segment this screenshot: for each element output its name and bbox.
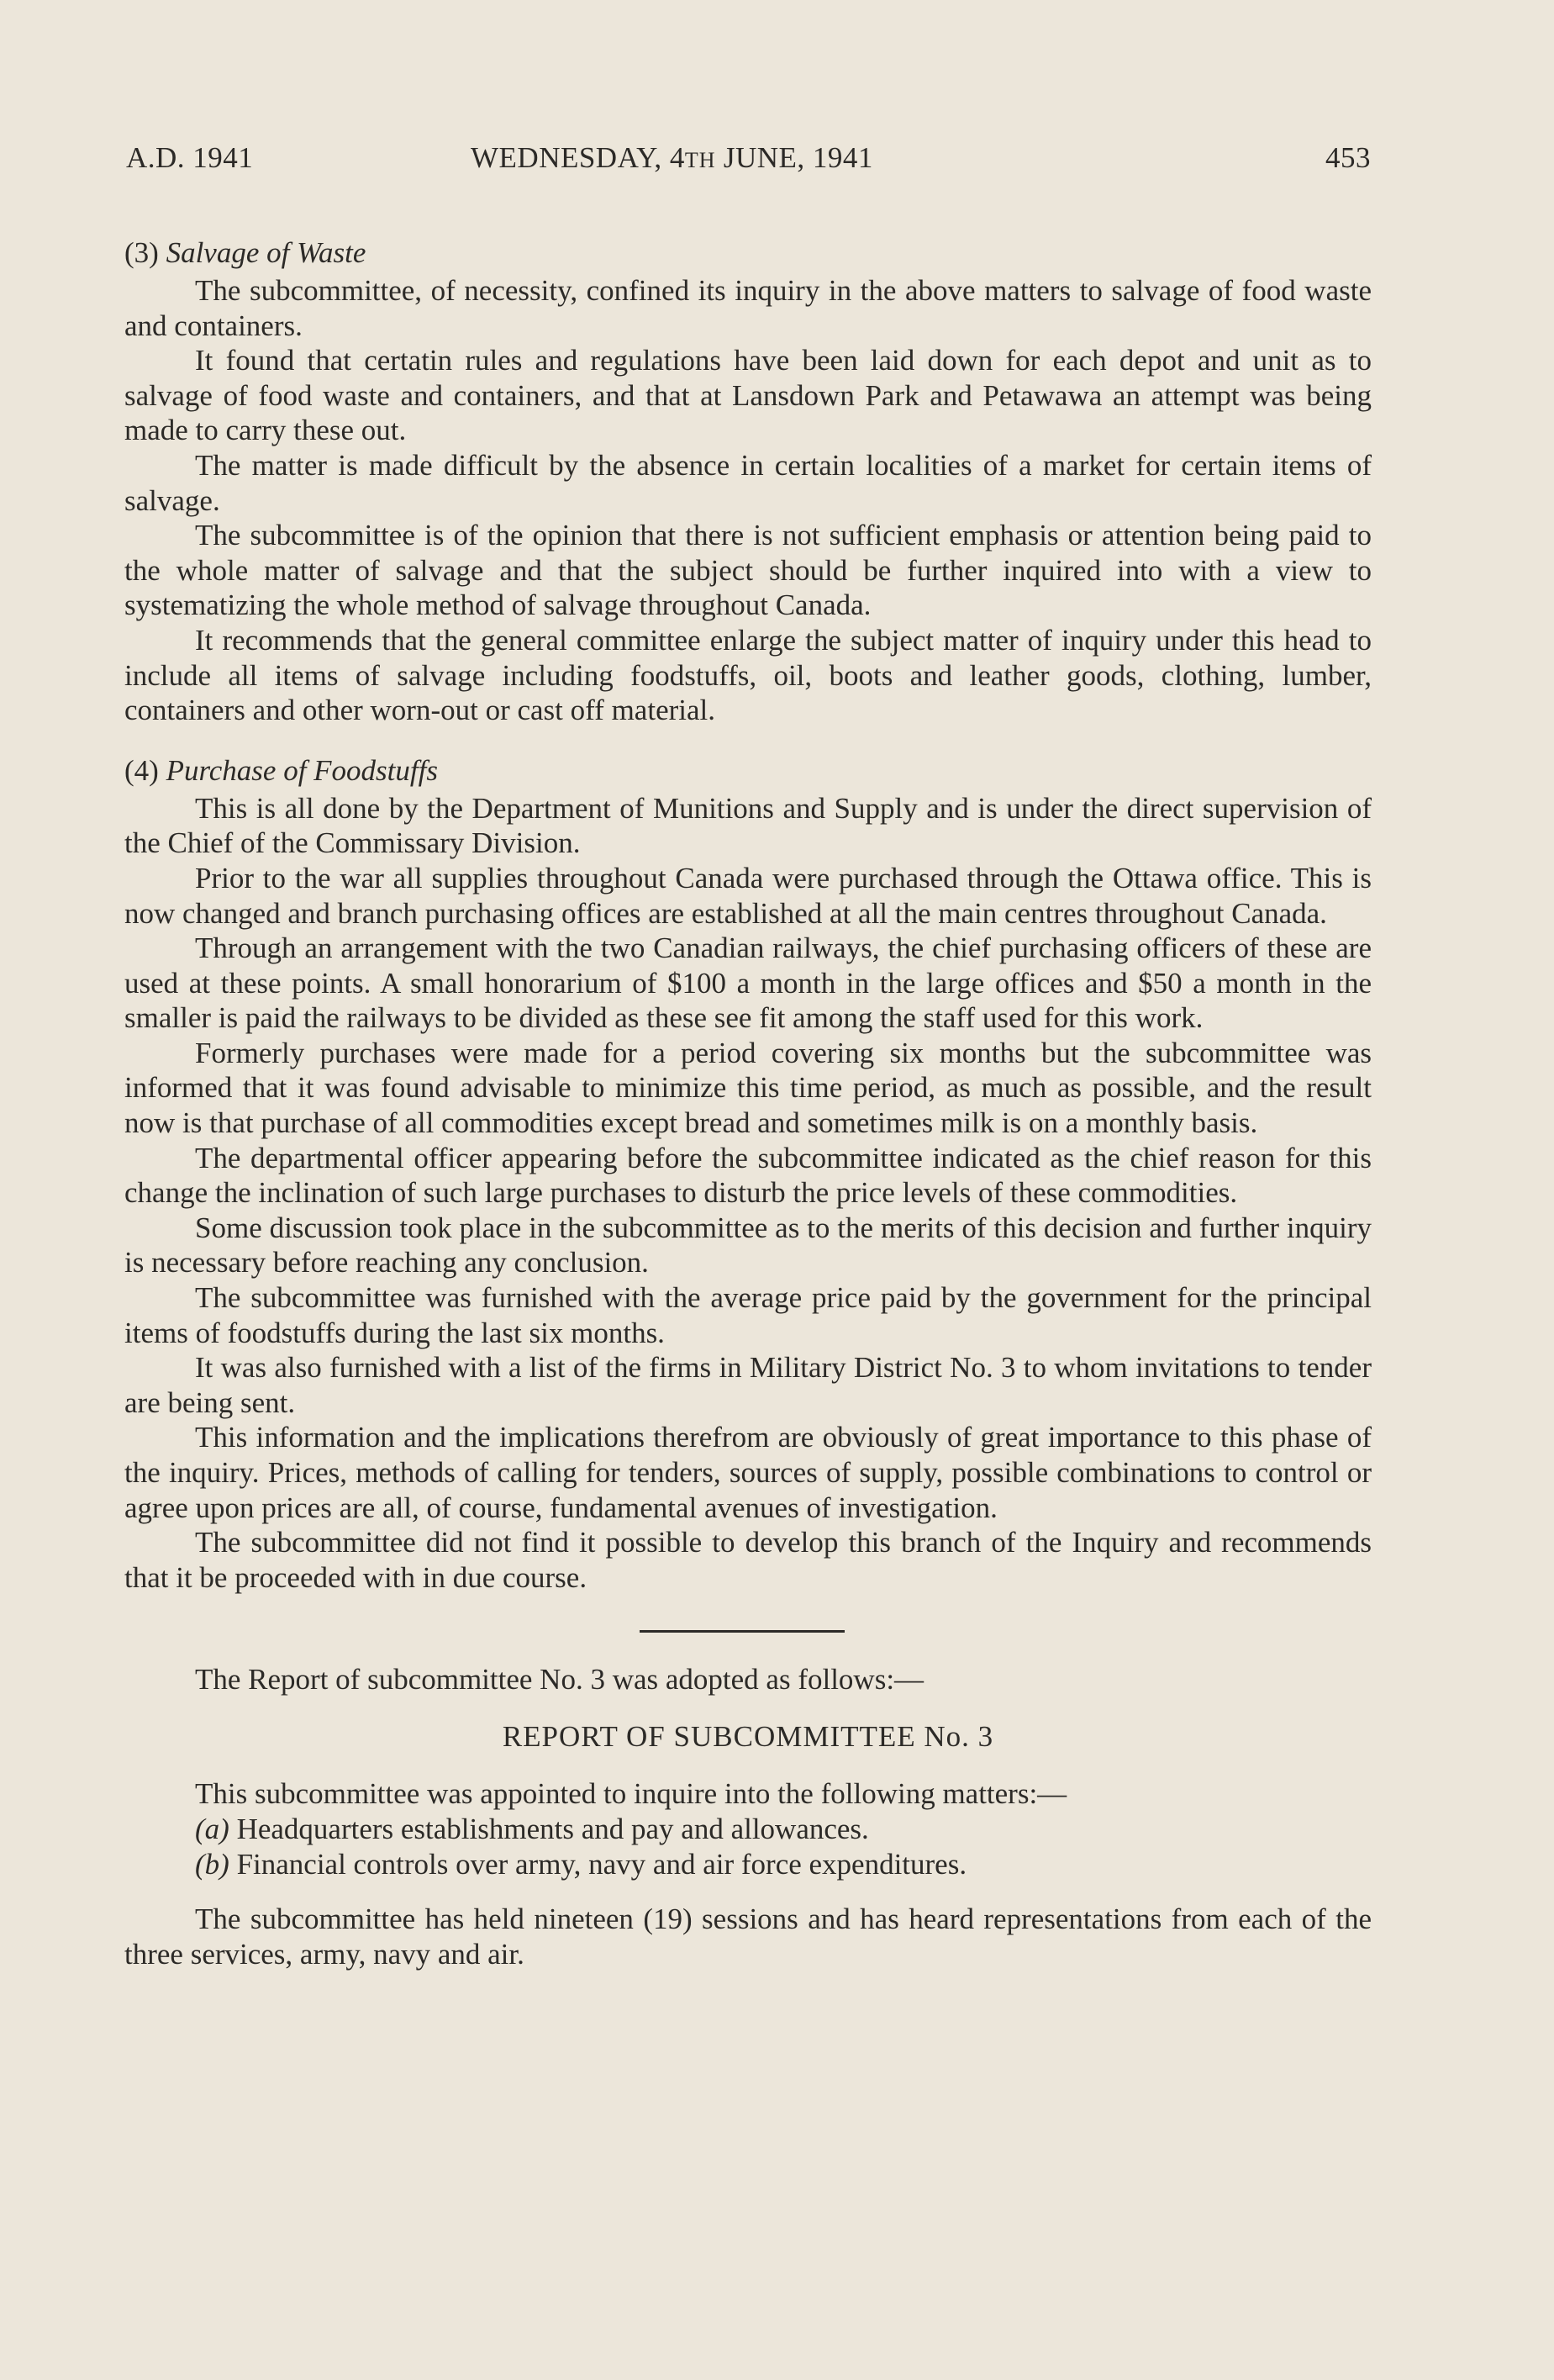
list-marker: (b) (195, 1847, 229, 1881)
section-number: (3) (124, 236, 166, 269)
page-number: 453 (1325, 141, 1371, 174)
list-marker: (a) (195, 1812, 229, 1845)
paragraph: Some discussion took place in the subcommittee as to the merits of this decision and further inquiry is necessary before reaching any conclusion. (124, 1211, 1372, 1280)
paragraph: It recommends that the general committee enlarge the subject matter of inquiry under this head to include all items of salvage including foodstuffs, oil, boots and leather goods, clothing, lumber, containers and other worn-out or cast off material. (124, 623, 1372, 727)
header-date-ordinal: TH (684, 148, 716, 172)
intro-paragraph: This subcommittee was appointed to inquire into the following matters:— (195, 1777, 1067, 1811)
paragraph: The matter is made difficult by the absence in certain localities of a market for certain items of salvage. (124, 448, 1372, 517)
list-item (124, 1847, 1372, 1882)
paragraph: The subcommittee did not find it possible to develop this branch of the Inquiry and recommends that it be proceeded with in due course. (124, 1526, 1372, 1594)
closing-paragraph: The subcommittee has held nineteen (19) sessions and has heard representations from each of the three services, army, navy and air. (124, 1902, 1372, 1971)
paragraph: The subcommittee, of necessity, confined its inquiry in the above matters to salvage of food waste and containers. (124, 274, 1372, 342)
paragraph: The subcommittee is of the opinion that there is not sufficient emphasis or attention being paid to the whole matter of salvage and that the subject should be further inquired into with a view to systematizing the whole method of salvage throughout Canada. (124, 519, 1372, 622)
paragraph: It found that certatin rules and regulations have been laid down for each depot and unit as to salvage of food waste and containers, and that at Lansdown Park and Petawawa an attempt was being made to carry these out. (124, 344, 1372, 447)
adopted-line: The Report of subcommittee No. 3 was adopted as follows:— (195, 1663, 924, 1697)
paragraph: Prior to the war all supplies throughout Canada were purchased through the Ottawa office. This is now changed and branch purchasing offices are established at all the main centres throughout Canada. (124, 861, 1372, 930)
horizontal-rule (640, 1630, 845, 1633)
paragraph: This is all done by the Department of Munitions and Supply and is under the direct supervision of the Chief of the Commissary Division. (124, 791, 1372, 860)
header-date-suffix: JUNE, 1941 (715, 141, 873, 174)
divider-wrap (124, 1595, 1372, 1662)
section-heading-purchase (124, 753, 1372, 788)
paragraph: The departmental officer appearing before the subcommittee indicated as the chief reason for this change the inclination of such large purchases to disturb the price levels of these commodities. (124, 1141, 1372, 1210)
paragraph: This information and the implications therefrom are obviously of great importance to this phase of the inquiry. Prices, methods of calling for tenders, sources of supply, possible combinations to control or agree upon prices are all, of course, fundamental avenues of investigation. (124, 1421, 1372, 1524)
header-year: A.D. 1941 (126, 141, 254, 174)
section-gap (124, 728, 1372, 753)
paragraph: Through an arrangement with the two Canadian railways, the chief purchasing officers of these are used at these points. A small honorarium of $100 a month in the large offices and $50 a month in the smaller is paid the railways to be divided as these see fit among the staff used for this work. (124, 931, 1372, 1035)
list-item (124, 1812, 1372, 1847)
document-body (124, 235, 1372, 1971)
paragraph: The subcommittee was furnished with the average price paid by the government for the principal items of foodstuffs during the last six months. (124, 1281, 1372, 1349)
report-title: REPORT OF SUBCOMMITTEE No. 3 (502, 1720, 994, 1754)
paragraph: Formerly purchases were made for a period covering six months but the subcommittee was informed that it was found advisable to minimize this time period, as much as possible, and the result now is that purchase of all commodities except bread and sometimes milk is on a monthly basis. (124, 1036, 1372, 1140)
paragraph: It was also furnished with a list of the firms in Military District No. 3 to whom invitations to tender are being sent. (124, 1351, 1372, 1419)
header-date-prefix: WEDNESDAY, 4 (471, 141, 685, 174)
list-text: Financial controls over army, navy and air force expenditures. (229, 1847, 967, 1881)
header-date (471, 141, 873, 175)
section-title: Purchase of Foodstuffs (166, 753, 438, 787)
section-number: (4) (124, 753, 166, 787)
section-heading-salvage (124, 235, 1372, 270)
list-text: Headquarters establishments and pay and allowances. (229, 1812, 869, 1845)
section-title: Salvage of Waste (166, 236, 366, 269)
